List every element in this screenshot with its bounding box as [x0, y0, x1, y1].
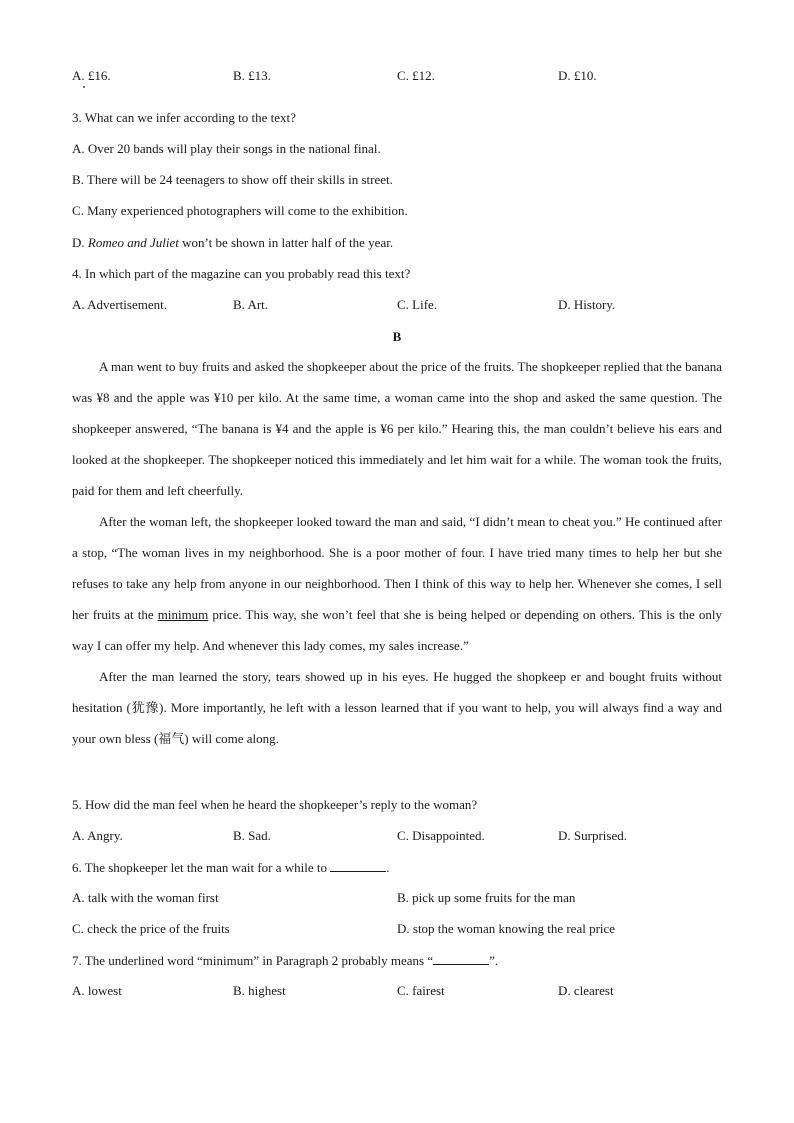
q7-option-b: B. highest	[233, 983, 286, 998]
passage-paragraph-2	[72, 506, 722, 661]
q3-option-d-prefix: D.	[72, 235, 88, 250]
q3-option-b: B. There will be 24 teenagers to show off their skills in street.	[72, 172, 393, 187]
q3-option-a: A. Over 20 bands will play their songs in the national final.	[72, 141, 381, 156]
underlined-word-minimum: minimum	[157, 607, 209, 622]
q2-option-d: D. £10.	[558, 68, 597, 83]
q6-option-a: A. talk with the woman first	[72, 890, 219, 905]
paragraph-2-text-before: After the woman left, the shopkeeper looked toward the man and said, “I didn’t mean to cheat you.” He continued after a stop, “The woman lives in my neighborhood. She is a poor mother of four. I have tried many times to help her but she refuses to take any help from anyone in our neighborhood. Then I think of this way to help her. Whenever she comes, I sell her fruits at the	[72, 514, 722, 622]
q5-option-d: D. Surprised.	[558, 828, 627, 843]
q4-option-d: D. History.	[558, 297, 616, 312]
q7-option-a: A. lowest	[72, 983, 122, 998]
q7-question-text: 7. The underlined word “minimum” in Paragraph 2 probably means “	[72, 953, 434, 968]
q6-option-d: D. stop the woman knowing the real price	[397, 921, 616, 936]
q4-option-a: A. Advertisement.	[72, 297, 167, 312]
q5-options	[72, 828, 722, 844]
stray-dot	[83, 86, 85, 88]
q3-option-c: C. Many experienced photographers will come to the exhibition.	[72, 203, 408, 218]
q4-option-c: C. Life.	[397, 297, 438, 312]
q3-option-d-rest: won’t be shown in latter half of the year.	[178, 235, 394, 250]
section-b-heading: B	[392, 329, 402, 344]
q4-options	[72, 297, 722, 313]
q6-question-text: 6. The shopkeeper let the man wait for a while to	[72, 860, 331, 875]
passage-paragraph-3: After the man learned the story, tears showed up in his eyes. He hugged the shopkeep er and bought fruits without hesitation (犹豫). More importantly, he left with a lesson learned that if you want to help, you will always find a way and your own bless (福气) will come along.	[72, 669, 722, 746]
q4-question: 4. In which part of the magazine can you probably read this text?	[72, 266, 411, 281]
q5-option-a: A. Angry.	[72, 828, 123, 843]
q6-option-c: C. check the price of the fruits	[72, 921, 230, 936]
q2-option-c: C. £12.	[397, 68, 435, 83]
q6-options-row-2	[72, 921, 722, 937]
q4-option-b: B. Art.	[233, 297, 269, 312]
q3-option-d-title: Romeo and Juliet	[87, 235, 179, 250]
q6-question	[72, 859, 390, 876]
passage-paragraph-1: A man went to buy fruits and asked the shopkeeper about the price of the fruits. The shopkeeper replied that the banana was ¥8 and the apple was ¥10 per kilo. At the same time, a woman came into the shop and asked the same question. The shopkeeper answered, “The banana is ¥4 and the apple is ¥6 per kilo.” Hearing this, the man couldn’t believe his ears and looked at the shopkeeper. The shopkeeper noticed this immediately and let him wait for a while. The woman took the fruits, paid for them and left cheerfully.	[72, 359, 722, 498]
q3-question: 3. What can we infer according to the text?	[72, 110, 296, 125]
q6-options-row-1	[72, 890, 722, 906]
q6-question-end: .	[386, 860, 390, 875]
q3-option-d	[72, 235, 393, 251]
q2-options	[72, 68, 722, 84]
q6-answer-blank	[330, 859, 386, 872]
q5-question: 5. How did the man feel when he heard the shopkeeper’s reply to the woman?	[72, 797, 478, 812]
q7-options	[72, 983, 722, 999]
q7-question-end: ”.	[489, 953, 499, 968]
q5-option-c: C. Disappointed.	[397, 828, 485, 843]
q7-question	[72, 952, 498, 969]
q2-option-a: A. £16.	[72, 68, 111, 83]
q5-option-b: B. Sad.	[233, 828, 271, 843]
q7-option-d: D. clearest	[558, 983, 614, 998]
passage-b	[72, 351, 722, 754]
q6-option-b: B. pick up some fruits for the man	[397, 890, 576, 905]
q7-answer-blank	[433, 952, 489, 965]
q7-option-c: C. fairest	[397, 983, 445, 998]
q2-option-b: B. £13.	[233, 68, 271, 83]
paragraph-2-text-after: price. This way, she won’t feel that she is being helped or depending on others. This is the only way I can offer my help. And whenever this lady comes, my sales increase.”	[72, 607, 722, 653]
